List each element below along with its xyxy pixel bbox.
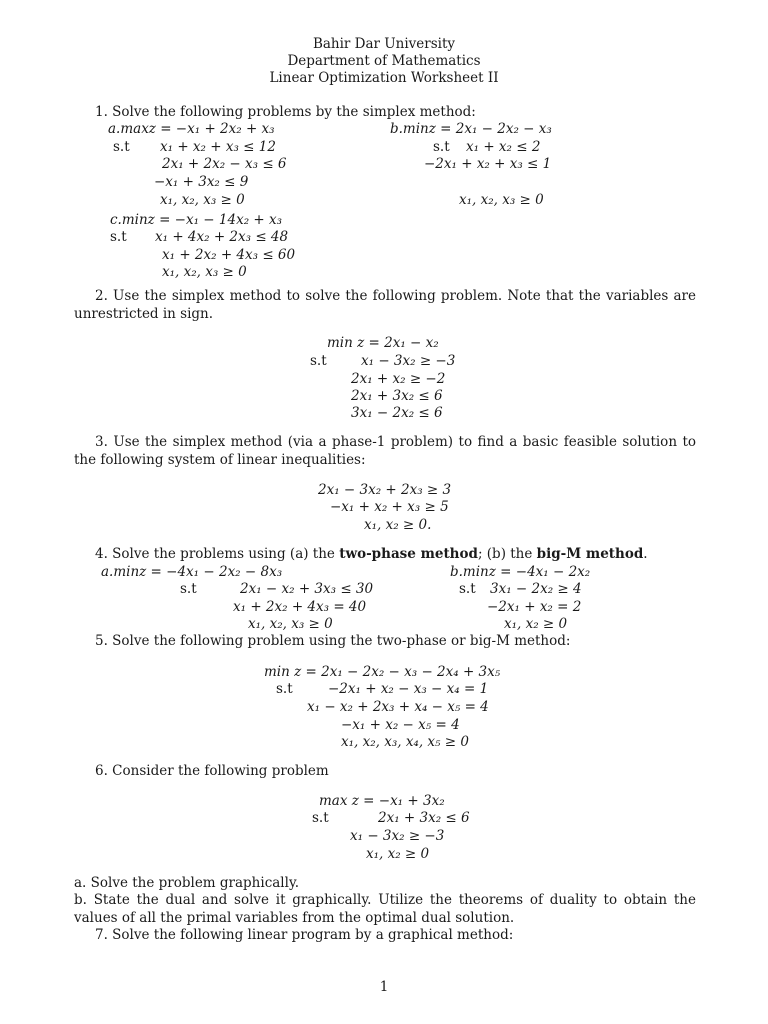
q4b-constraint-1: 3x₁ − 2x₂ ≥ 4 [490,581,582,597]
q2-constraint-2: 2x₁ + x₂ ≥ −2 [351,371,446,387]
q3-inequality-2: −x₁ + x₂ + x₃ ≥ 5 [330,499,449,515]
q1a-objective: a.maxz = −x₁ + 2x₂ + x₃ [108,121,275,137]
q6-constraint-1: 2x₁ + 3x₂ ≤ 6 [378,810,470,826]
q1-intro: 1. Solve the following problems by the simplex method: [95,104,476,120]
q1b-constraint-1: x₁ + x₂ ≤ 2 [466,139,541,155]
q6-part-a: a. Solve the problem graphically. [74,875,300,891]
q4b-st: s.t [459,581,476,597]
q1a-constraint-1: x₁ + x₂ + x₃ ≤ 12 [160,139,276,155]
q3-inequality-1: 2x₁ − 3x₂ + 2x₃ ≥ 3 [318,482,452,498]
q6-objective: max z = −x₁ + 3x₂ [319,793,445,809]
q5-constraint-1: −2x₁ + x₂ − x₃ − x₄ = 1 [328,681,489,697]
q4b-constraint-2: −2x₁ + x₂ = 2 [487,599,582,615]
q2-constraint-3: 2x₁ + 3x₂ ≤ 6 [351,388,443,404]
q4b-nonneg: x₁, x₂ ≥ 0 [504,616,568,632]
q1b-constraint-2: −2x₁ + x₂ + x₃ ≤ 1 [424,156,552,172]
q1b-nonneg: x₁, x₂, x₃ ≥ 0 [459,192,544,208]
q1c-objective: c.minz = −x₁ − 14x₂ + x₃ [110,212,283,228]
q2-st: s.t [310,353,327,369]
q4a-st: s.t [180,581,197,597]
q4-intro: 4. Solve the problems using (a) the two-phase method; (b) the big-M method. [95,546,648,562]
q1c-constraint-2: x₁ + 2x₂ + 4x₃ ≤ 60 [162,247,296,263]
q3-text: 3. Use the simplex method (via a phase-1 problem) to find a basic feasible solution to the following system of linear inequalities: [74,434,696,468]
q4a-nonneg: x₁, x₂, x₃ ≥ 0 [248,616,333,632]
q5-objective: min z = 2x₁ − 2x₂ − x₃ − 2x₄ + 3x₅ [264,664,501,680]
q2-text: 2. Use the simplex method to solve the following problem. Note that the variables are unrestricted in sign. [74,288,696,322]
q5-constraint-2: x₁ − x₂ + 2x₃ + x₄ − x₅ = 4 [307,699,489,715]
q6-text: 6. Consider the following problem [95,763,329,779]
q2-constraint-4: 3x₁ − 2x₂ ≤ 6 [351,405,443,421]
q1c-constraint-1: x₁ + 4x₂ + 2x₃ ≤ 48 [155,229,289,245]
q2-objective: min z = 2x₁ − x₂ [327,335,439,351]
q5-nonneg: x₁, x₂, x₃, x₄, x₅ ≥ 0 [341,734,469,750]
two-phase-method-label: two-phase method [339,546,478,562]
q4b-objective: b.minz = −4x₁ − 2x₂ [450,564,591,580]
worksheet-title: Linear Optimization Worksheet II [269,70,499,86]
q1b-objective: b.minz = 2x₁ − 2x₂ − x₃ [390,121,552,137]
q2-constraint-1: x₁ − 3x₂ ≥ −3 [361,353,456,369]
page-number: 1 [379,979,389,995]
q1a-nonneg: x₁, x₂, x₃ ≥ 0 [160,192,245,208]
q5-constraint-3: −x₁ + x₂ − x₅ = 4 [341,717,460,733]
q7-text: 7. Solve the following linear program by a graphical method: [95,927,514,943]
q4a-objective: a.minz = −4x₁ − 2x₂ − 8x₃ [101,564,283,580]
q4a-constraint-2: x₁ + 2x₂ + 4x₃ = 40 [233,599,367,615]
department-name: Department of Mathematics [287,53,481,69]
big-m-method-label: big-M method [536,546,644,562]
q5-st: s.t [276,681,293,697]
q1a-constraint-2: 2x₁ + 2x₂ − x₃ ≤ 6 [162,156,287,172]
q3-nonneg: x₁, x₂ ≥ 0. [364,517,432,533]
q1c-st: s.t [110,229,127,245]
q1b-st: s.t [433,139,450,155]
q6-part-b: b. State the dual and solve it graphically. Utilize the theorems of duality to obtain the values of all the primal variables from the optimal dual solution. [74,892,696,926]
q6-constraint-2: x₁ − 3x₂ ≥ −3 [350,828,445,844]
q6-st: s.t [312,810,329,826]
q4a-constraint-1: 2x₁ − x₂ + 3x₃ ≤ 30 [240,581,374,597]
q6-nonneg: x₁, x₂ ≥ 0 [366,846,430,862]
q1a-constraint-3: −x₁ + 3x₂ ≤ 9 [154,174,249,190]
q1c-nonneg: x₁, x₂, x₃ ≥ 0 [162,264,247,280]
q1a-st: s.t [113,139,130,155]
q5-text: 5. Solve the following problem using the two-phase or big-M method: [95,633,571,649]
university-name: Bahir Dar University [312,36,456,52]
